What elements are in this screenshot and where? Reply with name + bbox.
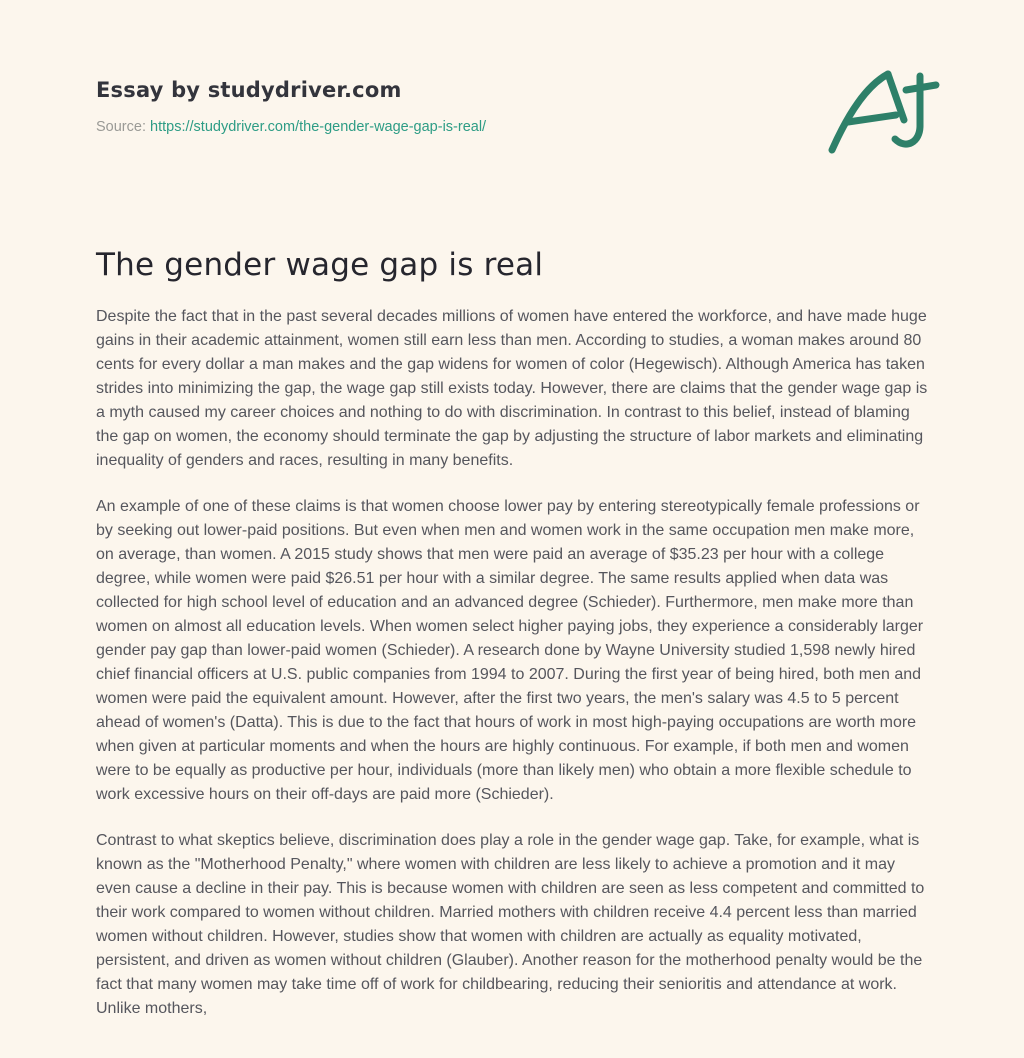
page-header (96, 78, 928, 135)
studydriver-logo-icon (824, 66, 942, 158)
source-label: Source: (96, 119, 146, 135)
essay-paragraph-2: An example of one of these claims is that women choose lower pay by entering stereotypically female professions or by seeking out lower-paid positions. But even when men and women work in the same occupation men make more, on average, than women. A 2015 study shows that men were paid an average of $35.23 per hour with a college degree, while women were paid $26.51 per hour with a similar degree. The same results applied when data was collected for high school level of education and an advanced degree (Schieder). Furthermore, men make more than women on almost all education levels. When women select higher paying jobs, they experience a considerably larger gender pay gap than lower-paid women (Schieder). A research done by Wayne University studied 1,598 newly hired chief financial officers at U.S. public companies from 1994 to 2007. During the first year of being hired, both men and women were paid the equivalent amount. However, after the first two years, the men's salary was 4.5 to 5 percent ahead of women's (Datta). This is due to the fact that hours of work in most high-paying occupations are worth more when given at particular moments and when the hours are highly continuous. For example, if both men and women were to be equally as productive per hour, individuals (more than likely men) who obtain a more flexible schedule to work excessive hours on their off-days are paid more (Schieder). (96, 498, 924, 803)
essay-byline: Essay by studydriver.com (96, 78, 402, 102)
essay-paragraph-1: Despite the fact that in the past several decades millions of women have entered the workforce, and have made huge gains in their academic attainment, women still earn less than men. According to studies, a woman makes around 80 cents for every dollar a man makes and the gap widens for women of color (Hegewisch). Although America has taken strides into minimizing the gap, the wage gap still exists today. However, there are claims that the gender wage gap is a myth caused my career choices and nothing to do with discrimination. In contrast to this belief, instead of blaming the gap on women, the economy should terminate the gap by adjusting the structure of labor markets and eliminating inequality of genders and races, resulting in many benefits. (96, 308, 928, 469)
essay-body (96, 247, 928, 1021)
essay-paragraph-3: Contrast to what skeptics believe, discrimination does play a role in the gender wage gap. Take, for example, what is known as the "Motherhood Penalty," where women with children are less likely to achieve a promotion and it may even cause a decline in their pay. This is because women with children are seen as less competent and committed to their work compared to women without children. Married mothers with children receive 4.4 percent less than married women without children. However, studies show that women with children are actually as equality motivated, persistent, and driven as women without children (Glauber). Another reason for the motherhood penalty would be the fact that many women may take time off of work for childbearing, reducing their senioritis and attendance at work. Unlike mothers, (96, 832, 925, 1017)
source-link[interactable]: https://studydriver.com/the-gender-wage-gap-is-real/ (150, 119, 487, 135)
essay-title: The gender wage gap is real (96, 247, 544, 283)
source-line (96, 119, 928, 135)
